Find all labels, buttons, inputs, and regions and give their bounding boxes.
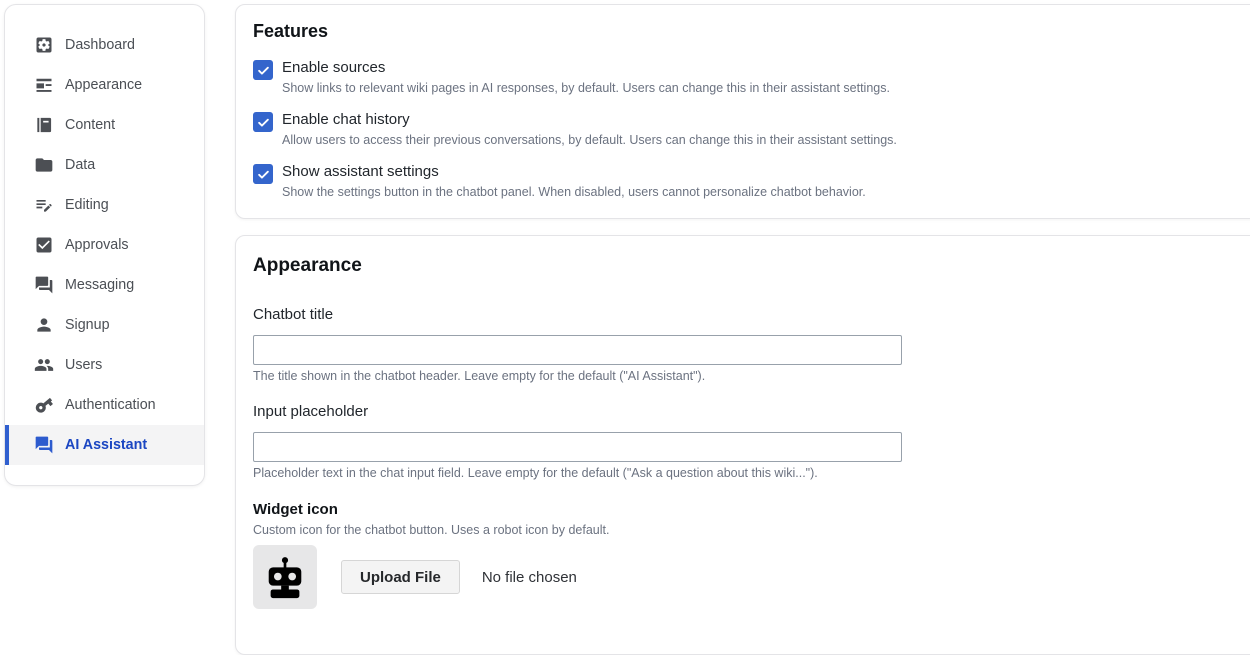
input-placeholder-field-group: [253, 403, 1244, 481]
option-row-show-assistant-settings: [253, 163, 1244, 200]
editing-icon: [34, 195, 54, 215]
sidebar-item-label: Messaging: [65, 277, 135, 293]
enable-chat-history-checkbox[interactable]: [253, 112, 273, 132]
widget-icon-help: Custom icon for the chatbot button. Uses a robot icon by default.: [253, 523, 610, 537]
sidebar-item-authentication[interactable]: [5, 385, 204, 425]
sidebar-item-appearance[interactable]: [5, 65, 204, 105]
appearance-card: [235, 235, 1250, 655]
features-card: [235, 4, 1250, 219]
appearance-icon: [34, 75, 54, 95]
sidebar-item-label: Dashboard: [65, 37, 135, 53]
sidebar-item-label: Authentication: [65, 397, 156, 413]
option-label[interactable]: Enable sources: [282, 59, 386, 76]
dashboard-icon: [34, 35, 54, 55]
option-label[interactable]: Show assistant settings: [282, 163, 439, 180]
widget-icon-label: Widget icon: [253, 501, 338, 518]
signup-icon: [34, 315, 54, 335]
authentication-icon: [34, 395, 54, 415]
option-label[interactable]: Enable chat history: [282, 111, 410, 128]
option-row-enable-sources: [253, 59, 1244, 96]
input-placeholder-input[interactable]: [253, 432, 902, 462]
sidebar-item-messaging[interactable]: [5, 265, 204, 305]
option-description: Allow users to access their previous conversations, by default. Users can change this in their assistant settings.: [282, 133, 897, 147]
sidebar-item-label: Approvals: [65, 237, 129, 253]
messaging-icon: [34, 275, 54, 295]
option-row-enable-chat-history: [253, 111, 1244, 148]
sidebar-item-data[interactable]: [5, 145, 204, 185]
features-card-title: Features: [253, 21, 329, 41]
sidebar-item-label: Signup: [65, 317, 110, 333]
sidebar-item-label: AI Assistant: [65, 437, 148, 453]
show-assistant-settings-checkbox[interactable]: [253, 164, 273, 184]
chatbot-title-label: Chatbot title: [253, 306, 334, 323]
appearance-card-title: Appearance: [253, 255, 362, 276]
sidebar-item-signup[interactable]: [5, 305, 204, 345]
sidebar-item-users[interactable]: [5, 345, 204, 385]
users-icon: [34, 355, 54, 375]
sidebar-item-label: Editing: [65, 197, 109, 213]
option-description: Show the settings button in the chatbot panel. When disabled, users cannot personalize chatbot behavior.: [282, 185, 866, 199]
settings-main: [235, 4, 1250, 655]
file-status-text: No file chosen: [481, 568, 577, 586]
sidebar-item-ai-assistant[interactable]: [5, 425, 204, 465]
sidebar-item-content[interactable]: [5, 105, 204, 145]
widget-icon-section: [253, 501, 1244, 609]
ai-assistant-icon: [34, 435, 54, 455]
input-placeholder-help: Placeholder text in the chat input field. Leave empty for the default ("Ask a question about this wiki...").: [253, 466, 818, 480]
sidebar-item-label: Content: [65, 117, 116, 133]
chatbot-title-field-group: [253, 306, 1244, 384]
widget-icon-row: [253, 545, 1244, 609]
widget-icon-preview: [253, 545, 317, 609]
settings-sidebar: [4, 4, 205, 486]
chatbot-title-help: The title shown in the chatbot header. Leave empty for the default ("AI Assistant").: [253, 369, 706, 383]
sidebar-item-dashboard[interactable]: [5, 25, 204, 65]
robot-icon: [262, 554, 308, 600]
content-icon: [34, 115, 54, 135]
enable-sources-checkbox[interactable]: [253, 60, 273, 80]
sidebar-item-label: Appearance: [65, 77, 143, 93]
sidebar-item-editing[interactable]: [5, 185, 204, 225]
sidebar-item-label: Data: [65, 157, 96, 173]
option-description: Show links to relevant wiki pages in AI responses, by default. Users can change this in their assistant settings.: [282, 81, 890, 95]
sidebar-item-label: Users: [65, 357, 103, 373]
chatbot-title-input[interactable]: [253, 335, 902, 365]
input-placeholder-label: Input placeholder: [253, 403, 369, 420]
sidebar-item-approvals[interactable]: [5, 225, 204, 265]
data-icon: [34, 155, 54, 175]
upload-file-button[interactable]: Upload File: [341, 560, 460, 594]
approvals-icon: [34, 235, 54, 255]
